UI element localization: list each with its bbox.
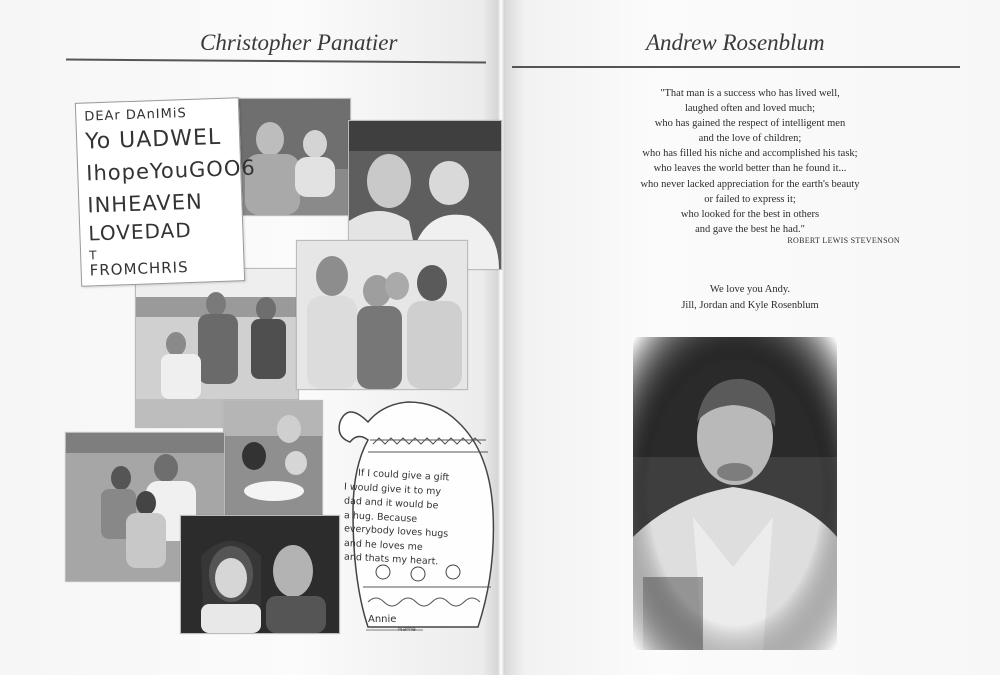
dedication-line: We love you Andy. [709,284,791,295]
quote-line: and the love of children; [698,133,802,145]
quote-line: who leaves the world better than he found it... [653,163,847,175]
quote-line: who has filled his niche and accomplished his task; [642,148,858,160]
note-line: INHEAVEN [87,189,204,218]
right-header-rule [512,66,960,68]
note-line: DEAr DAnIMiS [84,106,187,125]
quote-line: and gave the best he had." [695,223,805,235]
dedication [600,282,900,314]
portrait-photo [633,337,837,650]
quote-line: "That man is a success who has lived well, [660,88,840,99]
memorial-quote [600,86,900,237]
gift-note-line: I would give it to my [343,481,442,498]
gift-note-signature: Annie [368,614,397,625]
note-line: IhopeYouGOO6 [85,155,257,186]
portrait-image [633,337,837,650]
quote-line: laughed often and loved much; [684,103,816,115]
gift-vase-note [328,392,500,638]
dedication-signature: Jill, Jordan and Kyle Rosenblum [681,300,819,311]
left-page-header: Christopher Panatier [200,30,398,55]
photo-father-daughter [180,515,340,634]
photo-birthday-cake [223,400,323,517]
gift-note-line: everybody loves hugs [343,523,449,540]
gift-note-line: dad and it would be [343,495,439,512]
quote-attribution: ROBERT LEWIS STEVENSON [787,236,900,245]
quote-line: or failed to express it; [704,193,796,205]
gift-note-line: If I could give a gift [357,467,450,484]
gift-note-line: and he loves me [343,537,423,554]
gift-note-line: and thats my heart. [343,551,439,568]
right-page-header: Andrew Rosenblum [646,30,825,55]
note-line: LOVEDAD [87,217,193,246]
gift-note-line: a hug. Because [343,510,418,525]
quote-line: who never lacked appreciation for the earth's beauty [640,178,860,190]
note-line: FROMCHRIS [89,258,189,280]
child-handwritten-note [75,97,257,287]
note-line: Yo UADWEL [84,124,222,155]
photo-family-portrait [296,240,468,390]
gift-note-name-label: Name [398,626,416,633]
quote-line: who looked for the best in others [680,208,820,220]
note-line: T [88,248,98,263]
quote-line: who has gained the respect of intelligent men [654,118,846,130]
